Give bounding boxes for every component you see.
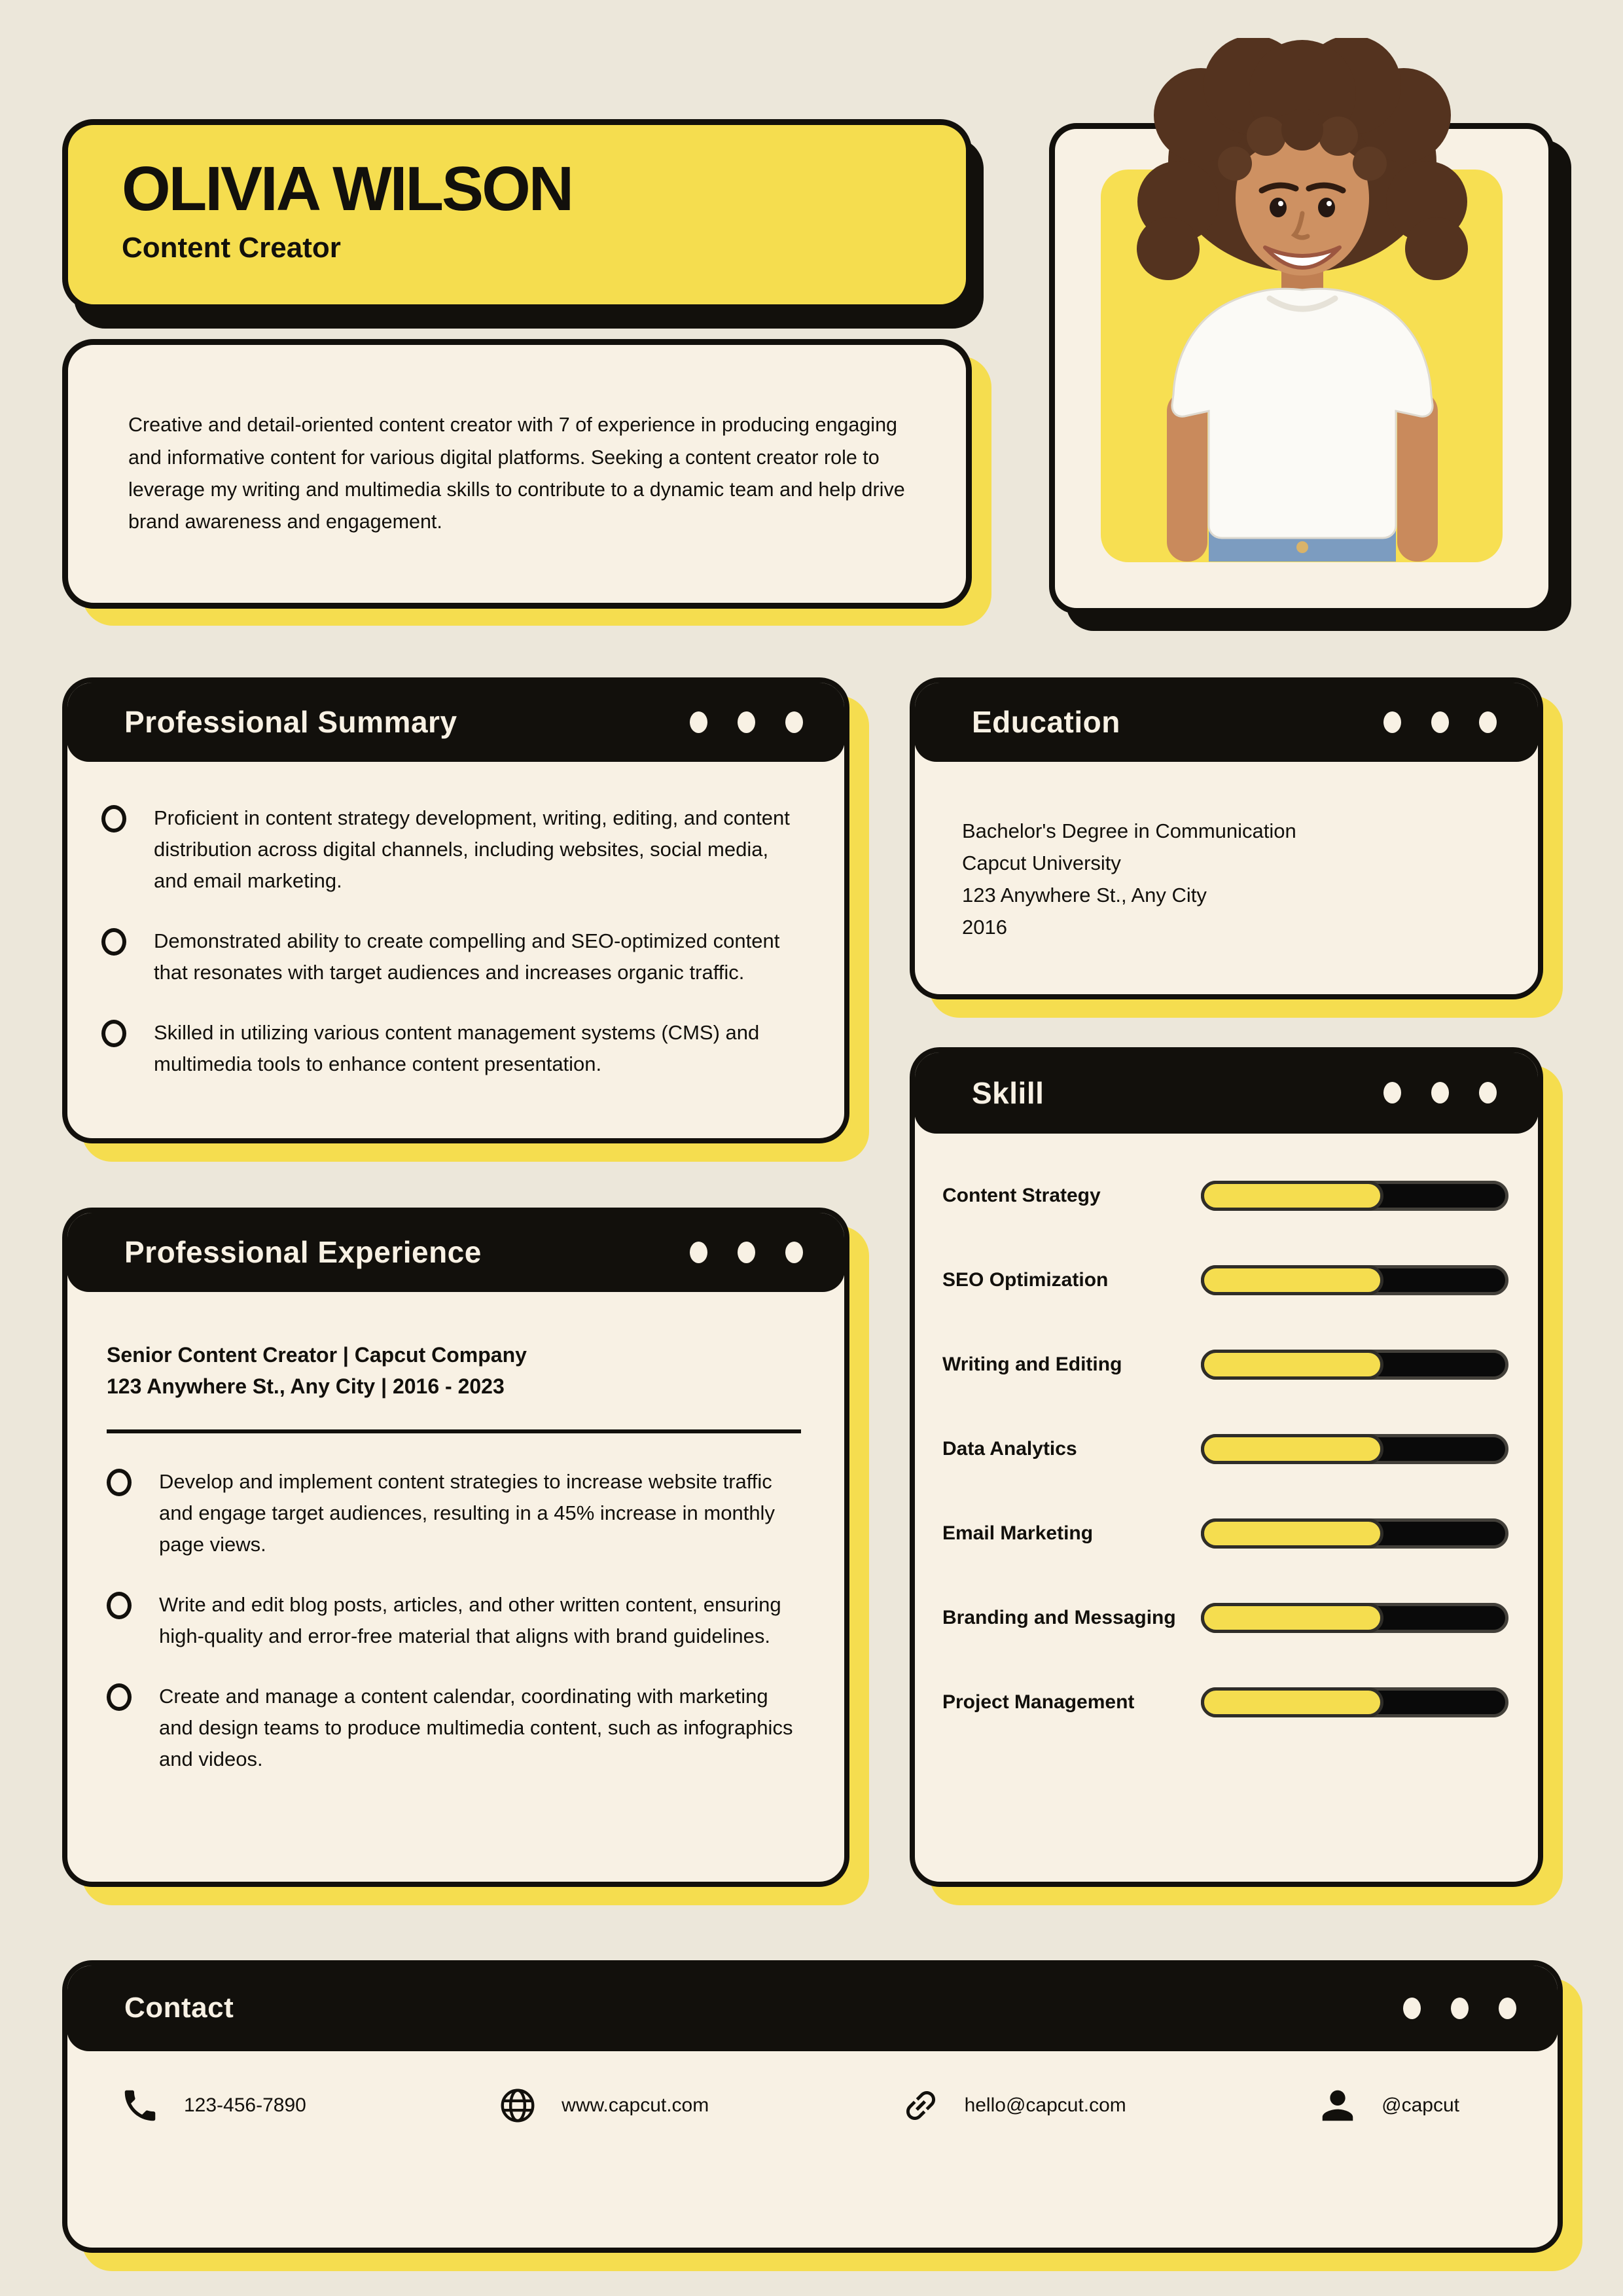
job-meta: 123 Anywhere St., Any City | 2016 - 2023 — [107, 1374, 505, 1398]
user-icon — [1317, 2085, 1358, 2126]
bullet-circle-icon — [101, 928, 126, 956]
bullet-text: Demonstrated ability to create compelling and SEO-optimized content that resonates with target audiences and increases organic traffic. — [154, 929, 780, 984]
skill-progress-track — [1201, 1518, 1508, 1549]
skill-progress-track — [1201, 1181, 1508, 1211]
section-title: Professional Experience — [124, 1235, 482, 1269]
window-dot-icon — [690, 1242, 707, 1263]
window-dots — [1383, 711, 1497, 733]
bullet-circle-icon — [101, 1020, 126, 1047]
bullet-text: Create and manage a content calendar, coordinating with marketing and design teams to produce multimedia content, such as infographics and videos. — [159, 1685, 793, 1771]
skill-progress-fill — [1201, 1687, 1383, 1717]
contact-label: @capcut — [1382, 2094, 1459, 2116]
contact-item — [120, 2085, 306, 2126]
bullet-item — [107, 1681, 802, 1775]
contact-header — [67, 1965, 1558, 2051]
skill-progress-track — [1201, 1265, 1508, 1295]
window-dot-icon — [1499, 1998, 1516, 2019]
skill-label: Branding and Messaging — [942, 1606, 1176, 1628]
bullet-circle-icon — [101, 805, 126, 833]
window-dot-icon — [1451, 1998, 1469, 2019]
window-dot-icon — [690, 711, 707, 733]
window-dot-icon — [1383, 1082, 1401, 1103]
contact-item — [497, 2085, 709, 2126]
skill-row — [942, 1153, 1508, 1238]
window-dot-icon — [785, 711, 803, 733]
professional-experience-section — [62, 1208, 849, 1887]
bullet-text: Write and edit blog posts, articles, and other written content, ensuring high-quality and error-free material that aligns with brand guidelines. — [159, 1593, 781, 1648]
portrait-photo — [1070, 38, 1535, 562]
skill-progress-track — [1201, 1434, 1508, 1464]
contact-label: 123-456-7890 — [184, 2094, 306, 2116]
education-year: 2016 — [962, 915, 1007, 939]
skill-label: Content Strategy — [942, 1184, 1101, 1206]
phone-icon — [120, 2085, 160, 2126]
window-dot-icon — [1383, 711, 1401, 733]
divider — [107, 1429, 801, 1433]
skills-header — [914, 1052, 1539, 1134]
skill-label: SEO Optimization — [942, 1268, 1109, 1291]
contact-label: www.capcut.com — [562, 2094, 709, 2116]
education-header — [914, 682, 1539, 762]
bullet-text: Proficient in content strategy development, writing, editing, and content distribution across digital channels, including websites, social media, and email marketing. — [154, 806, 790, 893]
window-dot-icon — [738, 1242, 755, 1263]
skill-progress-track — [1201, 1687, 1508, 1717]
person-role: Content Creator — [122, 231, 341, 264]
professional-summary-header — [67, 682, 845, 762]
contact-label: hello@capcut.com — [964, 2094, 1126, 2116]
skill-label: Email Marketing — [942, 1522, 1094, 1544]
bullet-circle-icon — [107, 1469, 132, 1496]
window-dot-icon — [1431, 711, 1449, 733]
professional-experience-body — [67, 1292, 844, 1775]
window-dot-icon — [1479, 1082, 1497, 1103]
skill-row — [942, 1660, 1508, 1744]
about-text: Creative and detail-oriented content creator with 7 of experience in producing engaging and informative content for various digital platforms. Seeking a content creator role to leverage my writing and multimedia skills to contribute to a dynamic team and help drive brand awareness and engagement. — [128, 414, 905, 533]
window-dot-icon — [1431, 1082, 1449, 1103]
skill-row — [942, 1407, 1508, 1491]
window-dot-icon — [1479, 711, 1497, 733]
bullet-circle-icon — [107, 1683, 132, 1711]
name-card — [62, 119, 972, 310]
bullet-item — [107, 1466, 802, 1560]
skill-row — [942, 1238, 1508, 1322]
job-title: Senior Content Creator | Capcut Company — [107, 1343, 527, 1367]
window-dot-icon — [1403, 1998, 1421, 2019]
bullet-text: Develop and implement content strategies to increase website traffic and engage target audiences, resulting in a 45% increase in monthly page views. — [159, 1470, 775, 1556]
experience-bullet-list — [107, 1466, 802, 1775]
person-name: OLIVIA WILSON — [122, 154, 573, 224]
about-card — [62, 339, 972, 609]
contact-item — [901, 2085, 1126, 2126]
bullet-item — [101, 925, 806, 988]
link-icon — [901, 2085, 941, 2126]
skills-body — [915, 1134, 1538, 1744]
summary-bullet-list — [101, 802, 806, 1080]
bullet-item — [107, 1589, 802, 1652]
skill-progress-fill — [1201, 1434, 1383, 1464]
contact-body — [67, 2051, 1558, 2126]
skill-row — [942, 1491, 1508, 1575]
skill-progress-fill — [1201, 1350, 1383, 1380]
professional-experience-header — [67, 1212, 845, 1292]
bullet-item — [101, 1017, 806, 1080]
skill-progress-fill — [1201, 1181, 1383, 1211]
bullet-item — [101, 802, 806, 897]
section-title: Contact — [124, 1992, 234, 2024]
skill-label: Writing and Editing — [942, 1353, 1122, 1375]
education-school: Capcut University — [962, 851, 1121, 874]
skill-progress-fill — [1201, 1518, 1383, 1549]
education-body — [915, 762, 1538, 944]
professional-summary-section — [62, 677, 849, 1143]
bullet-text: Skilled in utilizing various content management systems (CMS) and multimedia tools to enhance content presentation. — [154, 1021, 760, 1076]
skill-label: Data Analytics — [942, 1437, 1077, 1460]
skill-label: Project Management — [942, 1691, 1135, 1713]
skill-progress-fill — [1201, 1603, 1383, 1633]
education-section — [910, 677, 1543, 999]
bullet-circle-icon — [107, 1592, 132, 1619]
skill-row — [942, 1575, 1508, 1660]
contact-item — [1317, 2085, 1459, 2126]
skill-progress-fill — [1201, 1265, 1383, 1295]
skill-progress-track — [1201, 1350, 1508, 1380]
skill-row — [942, 1322, 1508, 1407]
window-dot-icon — [738, 711, 755, 733]
professional-summary-body — [67, 762, 844, 1080]
window-dots — [690, 711, 803, 733]
section-title: Sklill — [972, 1075, 1044, 1110]
globe-icon — [497, 2085, 538, 2126]
education-degree: Bachelor's Degree in Communication — [962, 819, 1296, 842]
education-address: 123 Anywhere St., Any City — [962, 883, 1207, 906]
window-dot-icon — [785, 1242, 803, 1263]
window-dots — [690, 1242, 803, 1263]
window-dots — [1383, 1082, 1497, 1103]
section-title: Professional Summary — [124, 705, 457, 739]
section-title: Education — [972, 705, 1120, 739]
skill-progress-track — [1201, 1603, 1508, 1633]
skills-section — [910, 1047, 1543, 1887]
contact-section — [62, 1960, 1563, 2253]
window-dots — [1403, 1998, 1516, 2019]
